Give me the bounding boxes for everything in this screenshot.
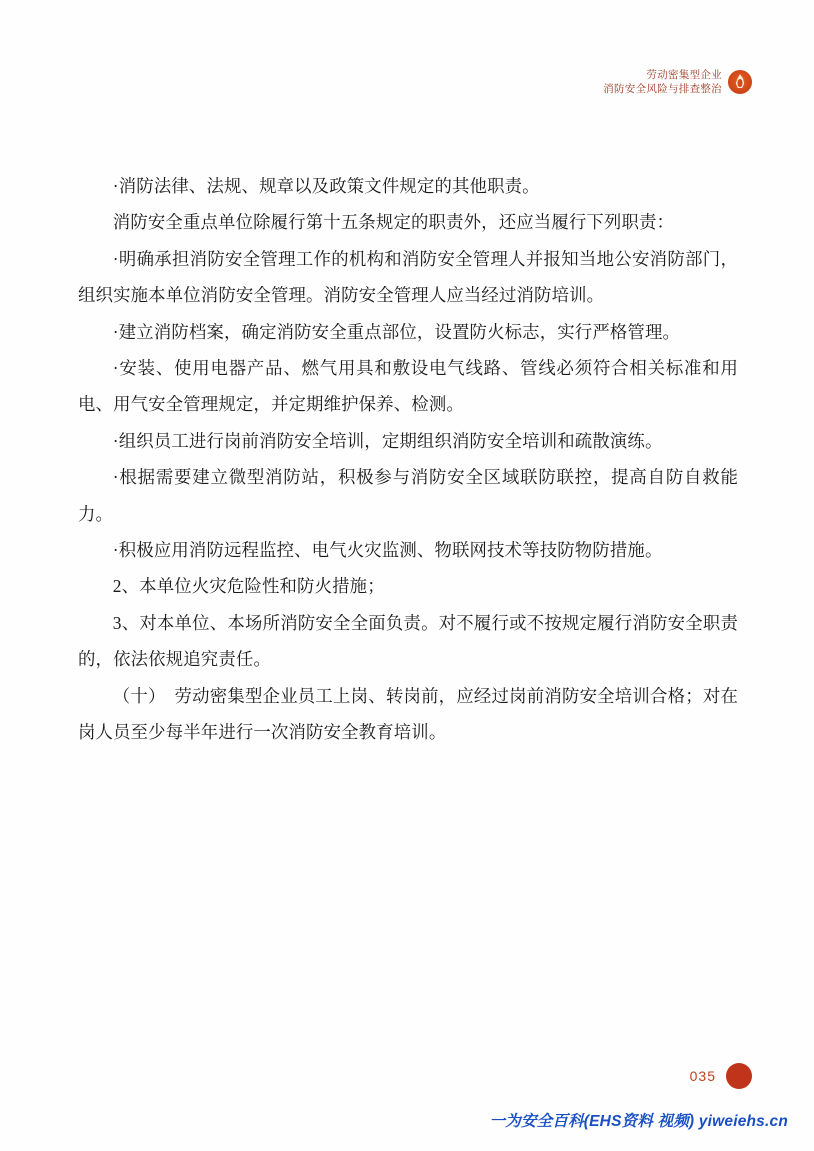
body-paragraph-8: ·积极应用消防远程监控、电气火灾监测、物联网技术等技防物防措施。: [112, 540, 663, 561]
body-paragraph-5: ·安装、使用电器产品、燃气用具和敷设电气线路、管线必须符合相关标准和用电、用气安全管理规定，并定期维护保养、检测。: [78, 358, 738, 415]
header-title-line1: 劳动密集型企业: [646, 69, 722, 81]
body-paragraph-2: 消防安全重点单位除履行第十五条规定的职责外，还应当履行下列职责：: [112, 212, 675, 233]
flame-badge-icon: [728, 70, 752, 94]
watermark-text: 一为安全百科(EHS资料 视频) yiweiehs.cn: [489, 1113, 788, 1130]
body-paragraph-7: ·根据需要建立微型消防站，积极参与消防安全区域联防联控，提高自防自救能力。: [78, 467, 738, 524]
body-paragraph-1: ·消防法律、法规、规章以及政策文件规定的其他职责。: [112, 176, 540, 196]
folio-dot-icon: [726, 1063, 752, 1089]
page-header: [603, 68, 752, 96]
page-body: [78, 168, 738, 751]
body-paragraph-11: （十） 劳动密集型企业员工上岗、转岗前，应经过岗前消防安全培训合格；对在岗人员至少每半年进行一次消防安全教育培训。: [78, 685, 738, 743]
page-number: 035: [689, 1068, 716, 1084]
body-paragraph-9: 2、本单位火灾危险性和防火措施；: [112, 576, 385, 597]
page-folio: [690, 1063, 752, 1089]
header-title: [603, 68, 722, 96]
body-paragraph-3: ·明确承担消防安全管理工作的机构和消防安全管理人并报知当地公安消防部门，组织实施本单位消防安全管理。消防安全管理人应当经过消防培训。: [78, 248, 738, 306]
body-paragraph-4: ·建立消防档案，确定消防安全重点部位，设置防火标志，实行严格管理。: [112, 321, 681, 342]
header-title-line2: 消防安全风险与排查整治: [603, 83, 722, 96]
body-paragraph-6: ·组织员工进行岗前消防安全培训，定期组织消防安全培训和疏散演练。: [112, 430, 663, 451]
body-paragraph-10: 3、对本单位、本场所消防安全全面负责。对不履行或不按规定履行消防安全职责的，依法依规追究责任。: [78, 612, 738, 670]
